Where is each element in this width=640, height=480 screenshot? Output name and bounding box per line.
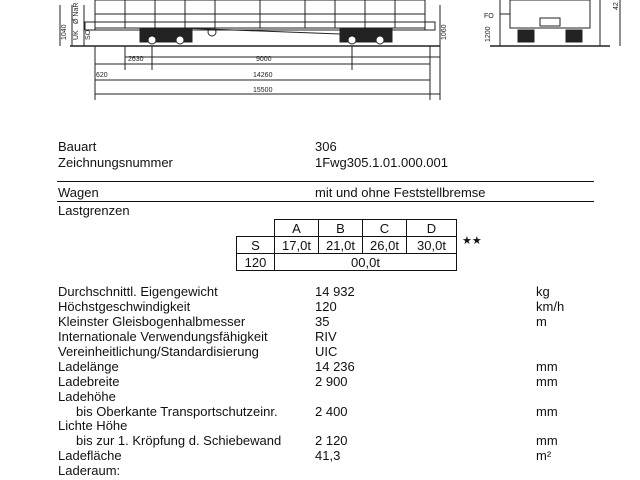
spec-unit: mm	[536, 374, 558, 389]
spec-value: 41,3	[315, 448, 341, 463]
divider-bottom	[57, 201, 594, 202]
wagen-value: mit und ohne Feststellbremse	[315, 185, 486, 200]
dim-15500: 15500	[253, 87, 273, 94]
divider-top	[57, 181, 594, 182]
spec-value: 2 400	[315, 404, 348, 419]
dim-right-1060: 1060	[441, 24, 448, 40]
dim-end-fo: FO	[484, 13, 494, 20]
dim-left-nar: Ø NaR	[73, 2, 80, 24]
col-c: C	[363, 220, 407, 237]
dim-14260: 14260	[253, 72, 273, 79]
spec-value: 120	[315, 299, 337, 314]
dim-left-1040: 1040	[61, 24, 68, 40]
spec-unit: m	[536, 314, 547, 329]
row-120-value: 00,0t	[275, 254, 457, 271]
bogie-left	[140, 28, 192, 44]
lastgrenzen-row-120	[237, 254, 457, 271]
spec-label: Vereinheitlichung/Standardisierung	[58, 344, 259, 359]
spec-unit: mm	[536, 359, 558, 374]
spec-sublabel: bis zur 1. Kröpfung d. Schiebewand	[76, 433, 282, 448]
col-d: D	[407, 220, 457, 237]
row-s-c: 26,0t	[363, 237, 407, 254]
wagon-end-view	[490, 0, 620, 46]
spec-value: UIC	[315, 344, 338, 359]
spec-value: 2 120	[315, 433, 348, 448]
row-s-label: S	[237, 237, 275, 254]
spec-label: Höchstgeschwindigkeit	[58, 299, 191, 314]
col-a: A	[275, 220, 319, 237]
spec-label: Laderaum:	[58, 463, 121, 478]
col-b: B	[319, 220, 363, 237]
spec-unit: mm	[536, 404, 558, 419]
spec-label: Ladefläche	[58, 448, 122, 463]
dim-end-42: 42	[613, 2, 620, 10]
bogie-right	[340, 28, 392, 44]
spec-unit: km/h	[536, 299, 565, 314]
spec-label: Durchschnittl. Eigengewicht	[58, 284, 218, 299]
row-s-d: 30,0t	[407, 237, 457, 254]
spec-value: RIV	[315, 329, 337, 344]
wagon-technical-drawing	[0, 0, 640, 100]
spec-label: Internationale Verwendungsfähigkeit	[58, 329, 268, 344]
dim-2630: 2630	[128, 56, 144, 63]
spec-label: Lichte Höhe	[58, 418, 128, 433]
zeichnungsnummer-label: Zeichnungsnummer	[58, 155, 173, 170]
row-120-label: 120	[237, 254, 275, 271]
spec-value: 14 932	[315, 284, 355, 299]
zeichnungsnummer-value: 1Fwg305.1.01.000.001	[315, 155, 448, 170]
spec-sublabel: bis Oberkante Transportschutzeinr.	[76, 404, 278, 419]
dim-9000: 9000	[256, 56, 272, 63]
lastgrenzen-row-s	[237, 237, 457, 254]
double-star-marker: ★★	[462, 235, 482, 247]
spec-label: Ladebreite	[58, 374, 120, 389]
lastgrenzen-table	[236, 219, 457, 271]
spec-label: Ladelänge	[58, 359, 119, 374]
bauart-value: 306	[315, 139, 337, 154]
spec-unit: kg	[536, 284, 550, 299]
bauart-label: Bauart	[58, 139, 97, 154]
dim-left-uk: ÜK	[73, 30, 80, 40]
dim-end-1200: 1200	[485, 26, 492, 42]
spec-label: Kleinster Gleisbogenhalbmesser	[58, 314, 246, 329]
lastgrenzen-header-row	[237, 220, 457, 237]
spec-unit: m²	[536, 448, 552, 463]
spec-label: Ladehöhe	[58, 389, 116, 404]
row-s-a: 17,0t	[275, 237, 319, 254]
dim-620: 620	[96, 72, 108, 79]
spec-unit: mm	[536, 433, 558, 448]
wagen-label: Wagen	[58, 185, 99, 200]
lastgrenzen-label: Lastgrenzen	[58, 203, 130, 218]
spec-value: 14 236	[315, 359, 355, 374]
spec-value: 2 900	[315, 374, 348, 389]
spec-value: 35	[315, 314, 330, 329]
row-s-b: 21,0t	[319, 237, 363, 254]
dim-left-so: SO	[85, 29, 92, 40]
